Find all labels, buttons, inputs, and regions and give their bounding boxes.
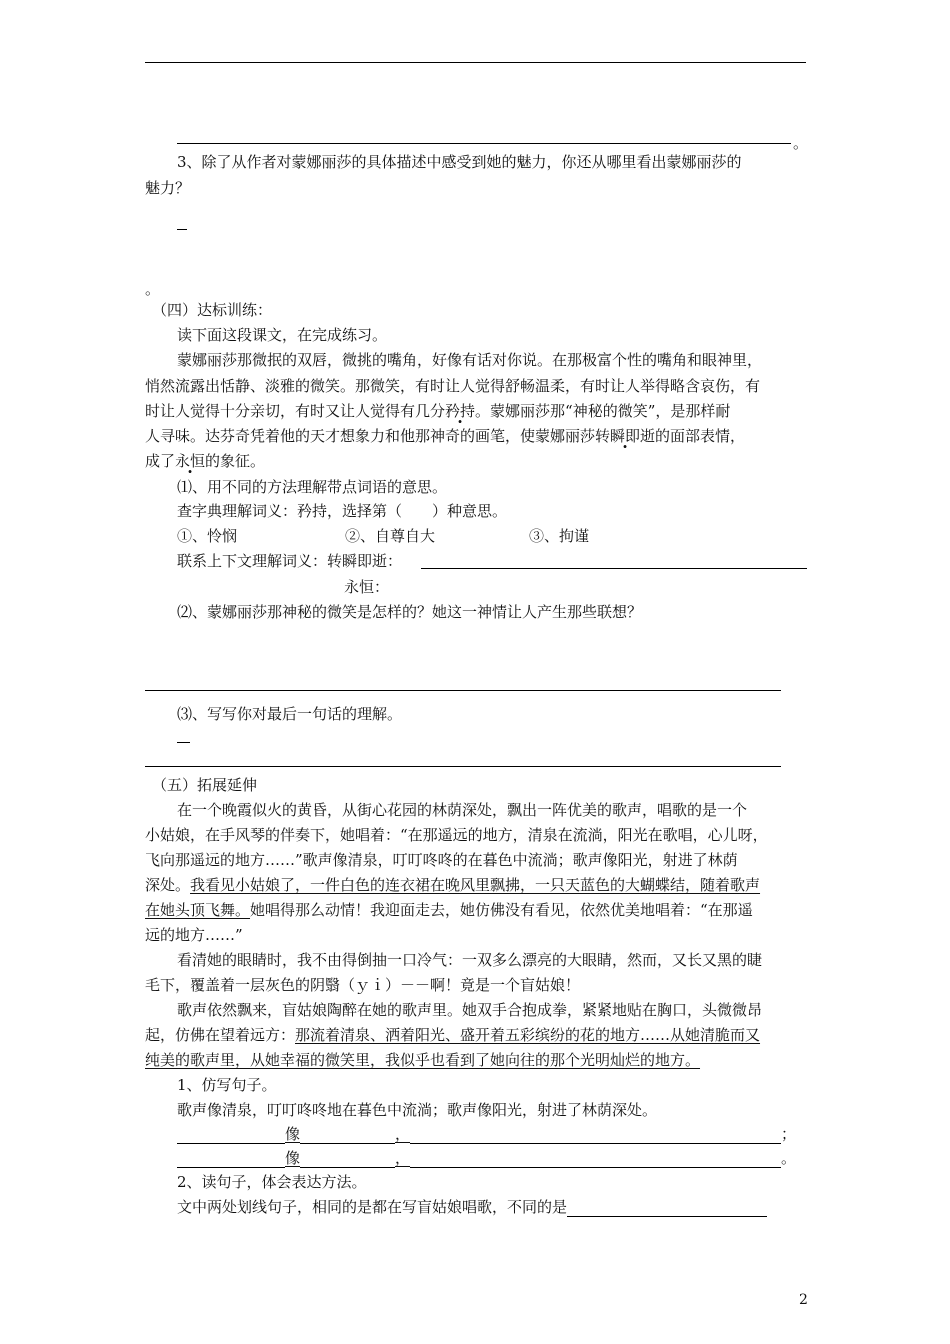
q3-answer-line [145, 766, 781, 767]
header-rule [145, 62, 806, 63]
s5-task-2: 2、读句子，体会表达方法。 [177, 1173, 367, 1191]
imitate-1-blank-b[interactable] [300, 1127, 395, 1144]
underlined-sentence-1a: 我看见小姑娘了，一件白色的连衣裙在晚风里飘拂，一只天蓝色的大蝴蝶结，随着歌声 [190, 876, 761, 894]
answer-line-end: 。 [793, 134, 809, 152]
s5-p2-line-1: 看清她的眼睛时，我不由得倒抽一口冷气：一双多么漂亮的大眼睛，然而，又长又黑的睫 [177, 951, 763, 969]
s5-p3-line-3 [145, 1050, 700, 1070]
s4-heading: （四）达标训练： [152, 301, 273, 319]
s5-p3-line-2 [145, 1025, 760, 1045]
imitate-row-1 [177, 1124, 796, 1144]
s4-para-line-2: 悄然流露出恬静、淡雅的微笑。那微笑，有时让人觉得舒畅温柔，有时让人举得略含哀伤，有 [145, 377, 761, 395]
q3-line-2: 魅力？ [145, 179, 191, 197]
s4-q3: ⑶、写写你对最后一句话的理解。 [177, 705, 403, 723]
q3-end-period: 。 [145, 280, 161, 298]
s5-task-2-text [177, 1197, 767, 1217]
q3-answer-dash [177, 229, 187, 230]
s5-p3-line-1: 歌声依然飘来，盲姑娘陶醉在她的歌声里。她双手合抱成拳，紧紧地贴在胸口，头微微昂 [177, 1001, 763, 1019]
s5-p1-line-6: 远的地方……” [145, 926, 243, 944]
imitate-1-blank-c[interactable] [410, 1127, 781, 1144]
task-2-answer-blank[interactable] [567, 1200, 767, 1217]
s5-p1-line-3: 飞向那遥远的地方……”歌声像清泉，叮叮咚咚的在暮色中流淌；歌声像阳光，射进了林荫 [145, 851, 738, 869]
s4-q1: ⑴、用不同的方法理解带点词语的意思。 [177, 478, 448, 496]
s5-p2-line-2: 毛下，覆盖着一层灰色的阴翳（ｙｉ）－－啊！竟是一个盲姑娘！ [145, 976, 581, 994]
imitate-2-comma: ， [395, 1149, 411, 1167]
s5-p1-line-5 [145, 900, 753, 920]
s4-para-line-4a: 人寻味。达芬奇凭着他的天才想象力和他那神奇的画笔，使蒙娜丽莎 [145, 427, 596, 445]
s4-para-line-5 [145, 451, 265, 471]
s5-p1-line-5b: 她唱得那么动情！我迎面走去，她仿佛没有看见，依然优美地唱着：“在那遥 [250, 901, 753, 919]
s5-p1-line-2: 小姑娘，在手风琴的伴奏下，她唱着：“在那遥远的地方，清泉在流淌，阳光在歌唱，心儿呀， [145, 826, 768, 844]
answer-line [177, 143, 791, 144]
imitate-1-semicolon: ； [781, 1125, 797, 1143]
s5-p3-line-2a: 起，仿佛在望着远方： [145, 1026, 296, 1044]
q3-answer-dash-2 [177, 742, 190, 743]
imitate-1-comma: ， [395, 1125, 411, 1143]
imitate-2-xiang: 像 [285, 1149, 301, 1167]
imitate-1-blank-a[interactable] [177, 1127, 285, 1144]
s5-p1-line-1: 在一个晚霞似火的黄昏，从街心花园的林荫深处，飘出一阵优美的歌声，唱歌的是一个 [177, 801, 748, 819]
s5-task-1: 1、仿写句子。 [177, 1076, 277, 1094]
s4-intro: 读下面这段课文，在完成练习。 [177, 326, 388, 344]
s4-para-line-3 [145, 401, 730, 421]
s4-para-line-4b: 的面部表情， [655, 427, 746, 445]
s4-para-line-5b: 的象征。 [205, 452, 266, 470]
imitate-2-blank-b[interactable] [300, 1151, 395, 1168]
option-3: ③、拘谨 [529, 527, 590, 545]
option-2: ②、自尊自大 [345, 527, 436, 545]
s4-para-line-1: 蒙娜丽莎那微抿的双唇，微挑的嘴角，好像有话对你说。在那极富个性的嘴角和眼神里， [177, 351, 763, 369]
imitate-2-blank-c[interactable] [410, 1151, 781, 1168]
word-yongheng: 永恒 [175, 452, 206, 470]
option-1: ①、怜悯 [177, 527, 238, 545]
word-zhuanshunjishi: 转瞬即逝 [595, 427, 656, 445]
s4-q2: ⑵、蒙娜丽莎那神秘的微笑是怎样的？她这一神情让人产生那些联想？ [177, 603, 643, 621]
imitate-2-blank-a[interactable] [177, 1151, 285, 1168]
imitate-2-period: 。 [781, 1149, 797, 1167]
s4-para-line-3b: 。蒙娜丽莎那“神秘的微笑”，是那样耐 [475, 402, 731, 420]
s4-para-line-5a: 成了 [145, 452, 176, 470]
s5-heading: （五）拓展延伸 [152, 776, 258, 794]
q2-answer-line [145, 690, 781, 691]
s5-task-2-prompt: 文中两处划线句子，相同的是都在写盲姑娘唱歌，不同的是 [177, 1198, 568, 1216]
s4-q1-context: 联系上下文理解词义：转瞬即逝： [177, 552, 403, 570]
underlined-sentence-1b: 在她头顶飞舞。 [145, 901, 251, 919]
s5-task-1-example: 歌声像清泉，叮叮咚咚地在暮色中流淌；歌声像阳光，射进了林荫深处。 [177, 1101, 658, 1119]
s5-p1-line-4a: 深处。 [145, 876, 191, 894]
underlined-sentence-2a: 那流着清泉、洒着阳光、盛开着五彩缤纷的花的地方……从她清脆而又 [295, 1026, 761, 1044]
q3-line-1: 3、除了从作者对蒙娜丽莎的具体描述中感受到她的魅力，你还从哪里看出蒙娜丽莎的 [177, 153, 742, 171]
zhuanshun-answer-line [421, 568, 807, 569]
s5-p1-line-4 [145, 875, 760, 895]
s4-q1-yongheng: 永恒： [344, 578, 390, 596]
imitate-1-xiang: 像 [285, 1125, 301, 1143]
s4-para-line-3a: 时让人觉得十分亲切，有时又让人觉得有几分 [145, 402, 446, 420]
s4-q1-dict: 查字典理解词义：矜持，选择第（ ）种意思。 [177, 502, 508, 520]
word-jinchi: 矜持 [445, 402, 476, 420]
page-number: 2 [799, 1292, 808, 1308]
s4-para-line-4 [145, 426, 745, 446]
imitate-row-2 [177, 1148, 796, 1168]
underlined-sentence-2b: 纯美的歌声里，从她幸福的微笑里，我似乎也看到了她向往的那个光明灿烂的地方。 [145, 1051, 701, 1069]
